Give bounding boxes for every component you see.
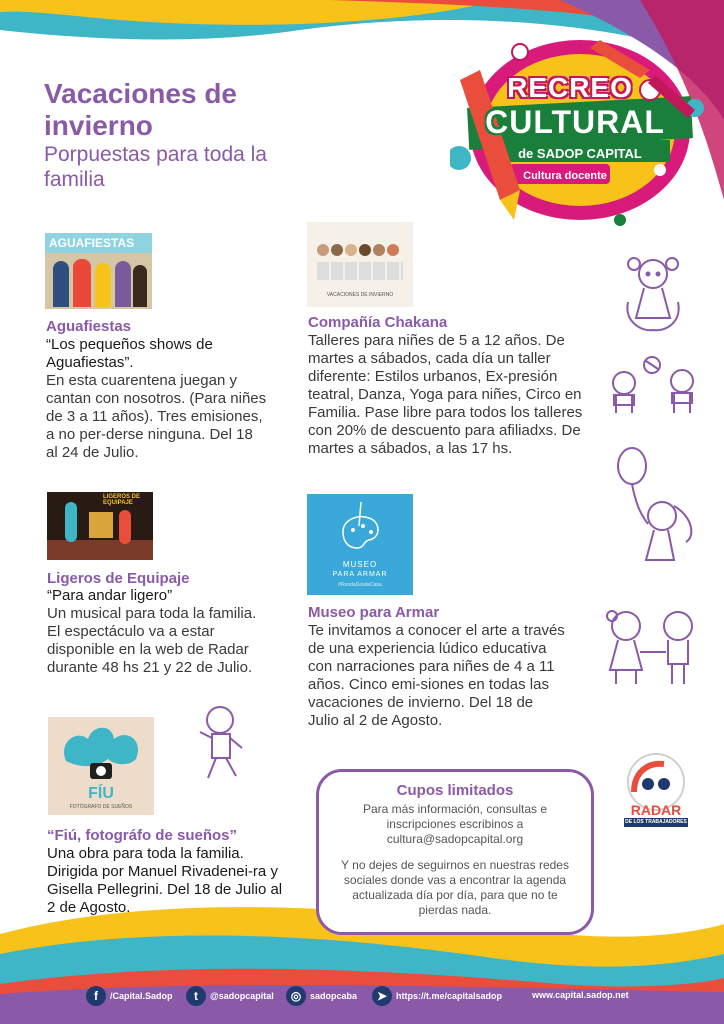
museo-para-armar-image: [307, 494, 413, 595]
ligeros-quote: “Para andar ligero”: [47, 587, 173, 604]
telegram-url: https://t.me/capitalsadop: [396, 991, 503, 1001]
logo-text-sadop: de SADOP CAPITAL: [518, 146, 642, 161]
fiu-image-sub: FOTÓGRAFO DE SUEÑOS: [69, 804, 133, 810]
aguafiestas-title: Aguafiestas: [46, 318, 132, 335]
facebook-handle: /Capital.Sadop: [110, 991, 173, 1001]
kids-playing-ball-illustration: [606, 353, 702, 421]
twitter-icon: t: [186, 986, 206, 1006]
telegram-icon: ➤: [372, 986, 392, 1006]
museo-image-label: MUSEO: [342, 560, 378, 569]
cupos-social-text: Y no dejes de seguirnos en nuestras redes sociales donde vas a encontrar la agenda actualizada día por día, para que no te pierdas nada.: [341, 858, 569, 917]
fiu-image: [48, 717, 154, 815]
radar-title: RADAR: [630, 802, 682, 818]
logo-text-cultural: CULTURAL: [485, 104, 665, 140]
aguafiestas-description: En esta cuarentena juegan y cantan con nosotros. (Para niñes de 3 a 11 años). Tres emisiones, a no per-derse ninguna. Del 18 al 24 de Julio.: [46, 372, 267, 461]
chakana-description: Talleres para niñes de 5 a 12 años. De martes a sábados, cada día un taller diferente: Estilos urbanos, Ex-presión teatral, Danza, Yoga para niñes, Circo en Familia. Pase libre para todos los talleres con 20% de descuento para afiliadxs. De martes a sábados, a las 17 hs.: [308, 332, 583, 457]
kids-holding-hands-illustration: [600, 604, 706, 686]
twitter-handle: @sadopcapital: [210, 991, 274, 1001]
fiu-hair-illustration: [48, 723, 154, 793]
page-subtitle: Porpuestas para toda la familia: [44, 143, 267, 191]
aguafiestas-quote: “Los pequeños shows de Aguafiestas”.: [46, 336, 213, 371]
aguafiestas-image: [45, 233, 152, 309]
cupos-contact-text: Para más información, consultas e inscripciones escribinos a cultura@sadopcapital.org: [362, 802, 548, 846]
logo-text-cultura-docente: Cultura docente: [523, 170, 607, 182]
chakana-image-label: VACACIONES DE INVIERNO: [326, 292, 394, 298]
boy-jumping-illustration: [198, 704, 246, 782]
website-link[interactable]: www.capital.sadop.net: [532, 990, 629, 1000]
girl-jumping-illustration: [622, 252, 684, 334]
fiu-description: Una obra para toda la familia. Dirigida por Manuel Rivadenei-ra y Gisella Pellegrini. Del 18 de Julio al 2 de Agosto.: [47, 845, 283, 916]
instagram-handle: sadopcaba: [310, 991, 358, 1001]
ligeros-description: Un musical para toda la familia. El espectáculo va a estar disponible en la web de Radar durante 48 hs 21 y 22 de Julio.: [47, 605, 257, 676]
museo-image-sub: PARA ARMAR: [332, 571, 388, 578]
facebook-link[interactable]: [86, 984, 173, 1008]
museo-description: Te invitamos a conocer el arte a través de una experiencia lúdico educativa con narraciones para niñes de 4 a 11 años. Cinco emi-siones en todas las vacaciones de invierno. Del 18 de Julio al 2 de Agosto.: [308, 622, 565, 729]
instagram-icon: ◎: [286, 986, 306, 1006]
fiu-image-label: FÍU: [88, 785, 114, 802]
ligeros-title: Ligeros de Equipaje: [47, 570, 190, 587]
aguafiestas-image-label: AGUAFIESTAS: [49, 236, 135, 250]
cupos-limitados-box: [316, 769, 594, 935]
cupos-title: Cupos limitados: [396, 782, 514, 799]
ligeros-image-label: LIGEROS DE EQUIPAJE: [103, 494, 141, 506]
palette-icon: [307, 498, 413, 558]
twitter-link[interactable]: [186, 984, 274, 1008]
girl-with-balloon-illustration: [612, 446, 698, 570]
radar-logo: [624, 752, 688, 830]
museo-image-tag: #RondaDesdeCasa: [338, 582, 382, 588]
instagram-link[interactable]: [286, 984, 357, 1008]
page-title: Vacaciones de invierno: [44, 78, 238, 141]
museo-title: Museo para Armar: [308, 604, 440, 621]
radar-subtitle: DE LOS TRABAJADORES: [625, 819, 687, 825]
ligeros-de-equipaje-image: [47, 492, 153, 560]
fiu-title: “Fiú, fotográfo de sueños”: [47, 827, 237, 844]
facebook-icon: f: [86, 986, 106, 1006]
telegram-link[interactable]: [372, 984, 502, 1008]
social-footer: [86, 984, 686, 1008]
chakana-title: Compañía Chakana: [308, 314, 448, 331]
chakana-image: [307, 222, 413, 307]
logo-text-recreo: RECREO: [507, 72, 633, 103]
